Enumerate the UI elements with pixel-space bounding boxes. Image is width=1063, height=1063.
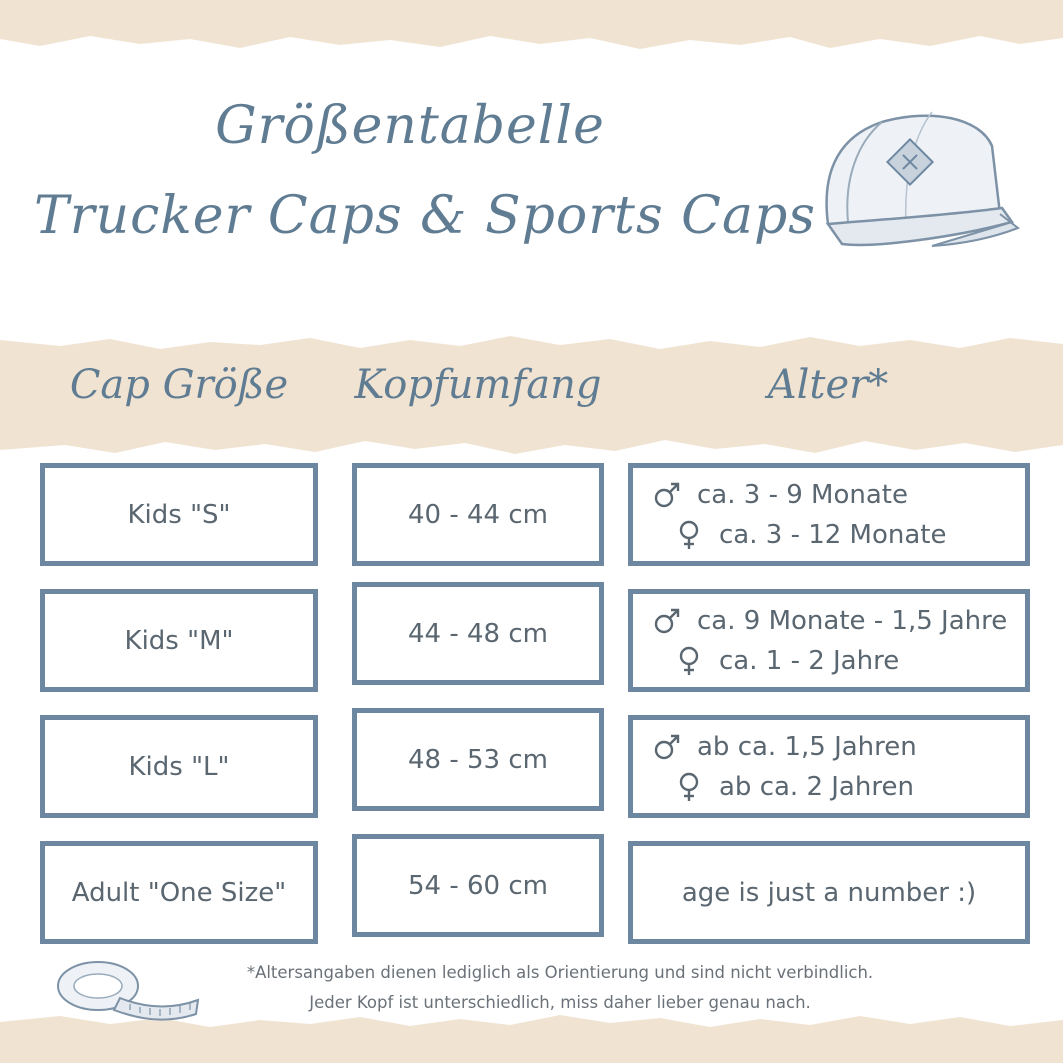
row-3-male-age: ab ca. 1,5 Jahren [697, 731, 917, 762]
row-3-female-line [651, 767, 914, 807]
row-2-age [628, 589, 1030, 692]
row-1-male-line [651, 475, 908, 515]
row-1-age [628, 463, 1030, 566]
trucker-cap-icon [812, 98, 1022, 268]
column-header-head-circumference: Kopfumfang [354, 362, 602, 408]
column-header-age: Alter* [767, 362, 889, 408]
row-1-size: Kids "S" [40, 463, 318, 566]
paper-strip-bottom [0, 1028, 1063, 1063]
row-2-male-age: ca. 9 Monate - 1,5 Jahre [697, 605, 1008, 636]
row-1-head: 40 - 44 cm [352, 463, 604, 566]
footnote [160, 958, 960, 1018]
male-symbol-icon [651, 731, 683, 763]
male-symbol-icon [651, 479, 683, 511]
row-3-size: Kids "L" [40, 715, 318, 818]
column-header-size: Cap Größe [69, 362, 289, 408]
female-symbol-icon [673, 519, 705, 551]
row-4-head: 54 - 60 cm [352, 834, 604, 937]
title-line-1: Größentabelle [215, 96, 605, 156]
row-1-female-age: ca. 3 - 12 Monate [719, 519, 947, 550]
male-symbol-icon [651, 605, 683, 637]
row-3-age [628, 715, 1030, 818]
row-2-female-line [651, 641, 899, 681]
row-4-size: Adult "One Size" [40, 841, 318, 944]
row-3-head: 48 - 53 cm [352, 708, 604, 811]
row-3-female-age: ab ca. 2 Jahren [719, 771, 914, 802]
row-4-age: age is just a number :) [628, 841, 1030, 944]
row-2-male-line [651, 601, 1007, 641]
female-symbol-icon [673, 771, 705, 803]
paper-strip-top [0, 0, 1063, 34]
row-2-size: Kids "M" [40, 589, 318, 692]
row-1-female-line [651, 515, 947, 555]
torn-edge-top [0, 30, 1063, 52]
row-1-male-age: ca. 3 - 9 Monate [697, 479, 908, 510]
footnote-line-1: *Altersangaben dienen lediglich als Orientierung und sind nicht verbindlich. [246, 963, 874, 982]
row-3-male-line [651, 727, 917, 767]
female-symbol-icon [673, 645, 705, 677]
row-2-head: 44 - 48 cm [352, 582, 604, 685]
torn-edge-mid-bottom [0, 436, 1063, 458]
footnote-line-2: Jeder Kopf ist unterschiedlich, miss daher lieber genau nach. [309, 993, 811, 1012]
row-2-female-age: ca. 1 - 2 Jahre [719, 645, 900, 676]
title-line-2: Trucker Caps & Sports Caps [34, 186, 816, 246]
